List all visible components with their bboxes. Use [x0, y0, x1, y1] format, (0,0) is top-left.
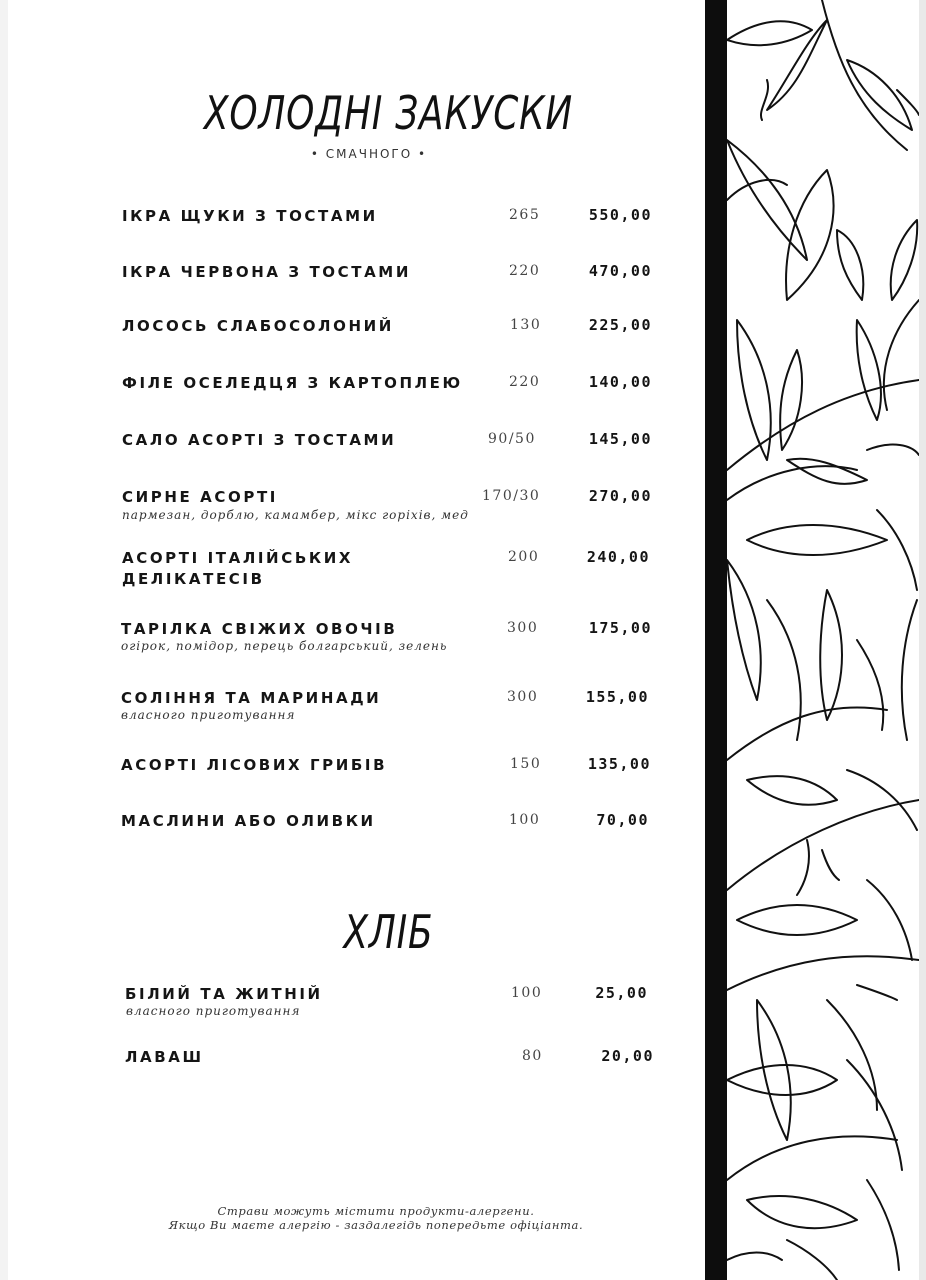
item-description: власного приготування	[121, 708, 296, 722]
item-weight: 150	[510, 756, 542, 772]
item-weight: 130	[510, 317, 542, 333]
item-name: БІЛИЙ ТА ЖИТНІЙ	[125, 985, 323, 1003]
item-price: 70,00	[596, 811, 649, 829]
item-weight: 80	[522, 1048, 543, 1064]
item-description: пармезан, дорблю, камамбер, мікс горіхів, мед	[122, 508, 469, 522]
item-name: ТАРІЛКА СВІЖИХ ОВОЧІВ	[121, 620, 398, 638]
allergen-notice	[0, 1204, 752, 1232]
item-name: ФІЛЕ ОСЕЛЕДЦЯ З КАРТОПЛЕЮ	[122, 374, 463, 392]
item-name: МАСЛИНИ АБО ОЛИВКИ	[121, 812, 376, 830]
item-price: 155,00	[585, 688, 649, 706]
section-title-bread: ХЛІБ	[343, 905, 434, 959]
item-weight: 220	[509, 374, 541, 390]
item-description: власного приготування	[126, 1004, 301, 1018]
item-description: огірок, помідор, перець болгарський, зелень	[121, 639, 448, 653]
item-name: СОЛІННЯ ТА МАРИНАДИ	[121, 689, 382, 707]
item-price: 140,00	[588, 373, 652, 391]
item-price: 240,00	[586, 548, 650, 566]
item-name: АСОРТІ ЛІСОВИХ ГРИБІВ	[121, 756, 388, 774]
item-price: 20,00	[601, 1047, 654, 1065]
item-weight: 300	[507, 620, 539, 636]
item-name: СИРНЕ АСОРТІ	[122, 488, 278, 506]
item-price: 270,00	[588, 487, 652, 505]
item-price: 175,00	[588, 619, 652, 637]
leaf-pattern-icon	[727, 0, 919, 1280]
item-price: 550,00	[588, 206, 652, 224]
item-price: 25,00	[595, 984, 648, 1002]
item-weight: 170/30	[482, 488, 541, 504]
decorative-strip	[705, 0, 727, 1280]
item-name-line-2: ДЕЛІКАТЕСІВ	[122, 570, 265, 588]
item-name: АСОРТІ ІТАЛІЙСЬКИХ	[122, 549, 354, 567]
item-name: САЛО АСОРТІ З ТОСТАМИ	[122, 431, 397, 449]
section-title-cold-appetizers: ХОЛОДНІ ЗАКУСКИ	[203, 86, 573, 140]
item-name: ЛАВАШ	[125, 1048, 204, 1066]
item-name: ІКРА ЩУКИ З ТОСТАМИ	[122, 207, 378, 225]
item-price: 145,00	[588, 430, 652, 448]
item-price: 135,00	[587, 755, 651, 773]
item-name: ІКРА ЧЕРВОНА З ТОСТАМИ	[122, 263, 411, 281]
allergen-notice-line-1: Страви можуть містити продукти-алергени.	[217, 1204, 535, 1218]
item-weight: 90/50	[488, 431, 536, 447]
leaf-pattern-panel	[727, 0, 919, 1280]
item-name: ЛОСОСЬ СЛАБОСОЛОНИЙ	[122, 317, 394, 335]
item-weight: 200	[508, 549, 540, 565]
item-weight: 100	[509, 812, 541, 828]
item-weight: 100	[511, 985, 543, 1001]
item-weight: 265	[509, 207, 541, 223]
item-price: 470,00	[588, 262, 652, 280]
item-weight: 220	[509, 263, 541, 279]
item-weight: 300	[507, 689, 539, 705]
section-subtitle: • СМАЧНОГО •	[310, 147, 428, 161]
allergen-notice-line-2: Якщо Ви маєте алергію - заздалегідь попередьте офіціанта.	[168, 1218, 584, 1232]
item-price: 225,00	[588, 316, 652, 334]
page-edge	[919, 0, 926, 1280]
